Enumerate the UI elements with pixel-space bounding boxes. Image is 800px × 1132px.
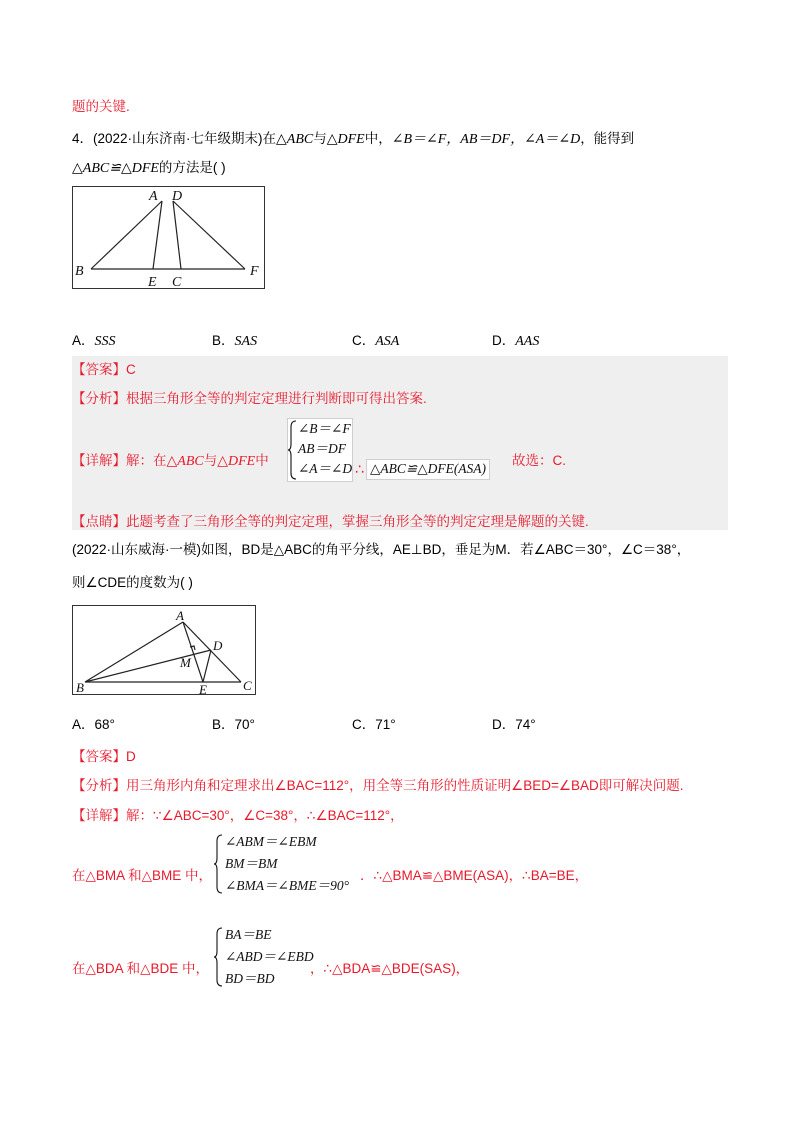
q5-answer bbox=[72, 749, 136, 766]
q5-option-d[interactable]: D．74° bbox=[492, 717, 536, 732]
q4-label-E: E bbox=[148, 275, 157, 288]
q4-label-C: C bbox=[172, 275, 182, 288]
previous-solution-tail: 题的关键. bbox=[72, 99, 130, 114]
q4-equation-system: ∠B＝∠F AB＝DF ∠A＝∠D bbox=[287, 418, 353, 482]
q4-source: (2022·山东济南·七年级期末) bbox=[93, 131, 263, 146]
q5-stem-line2: 则∠CDE的度数为( ) bbox=[72, 575, 193, 590]
answer-tag: 【答案】 bbox=[72, 749, 126, 764]
q4-figure bbox=[72, 186, 265, 289]
q5-label-D: D bbox=[213, 638, 223, 653]
q5-equation-system-2: BA＝BE ∠ABD＝∠EBD BD＝BD bbox=[214, 926, 324, 990]
brace-icon bbox=[288, 419, 298, 481]
q5-stem-line1: (2022·山东威海·一模)如图，BD是△ABC的角平分线，AE⊥BD，垂足为M．若∠ABC＝30°，∠C＝38°， bbox=[72, 542, 691, 557]
q4-label-B: B bbox=[75, 264, 84, 279]
q4-option-d[interactable]: D．AAS bbox=[492, 333, 540, 349]
answer-value: D bbox=[126, 749, 136, 764]
q5-label-E: E bbox=[199, 682, 207, 694]
answer-tag: 【答案】 bbox=[72, 362, 126, 377]
q4-label-F: F bbox=[250, 264, 259, 279]
q4-stem-line1: 4．(2022·山东济南·七年级期末)在△ABC与△DFE中，∠B＝∠F，AB＝DF，∠A＝∠D，能得到 bbox=[72, 131, 635, 147]
q4-solution-panel bbox=[72, 356, 728, 530]
q5-in-bma: 在△BMA 和△BME 中， bbox=[72, 868, 213, 883]
q5-option-b[interactable]: B．70° bbox=[212, 717, 255, 732]
q5-label-C: C bbox=[243, 678, 252, 693]
q4-option-a[interactable]: A．SSS bbox=[72, 333, 116, 349]
q4-detail-intro: 【详解】解：在△ABC与△DFE中 bbox=[72, 453, 269, 469]
q5-analysis: 【分析】用三角形内角和定理求出∠BAC=112°，用全等三角形的性质证明∠BED=∠BAD即可解决问题. bbox=[72, 778, 684, 793]
q5-option-a[interactable]: A．68° bbox=[72, 717, 115, 732]
q4-label-A: A bbox=[149, 189, 158, 204]
q4-triangle-diagram bbox=[73, 187, 264, 288]
brace-icon bbox=[214, 833, 224, 895]
detail-tag: 【详解】 bbox=[72, 453, 126, 468]
q4-choice-result: 故选：C. bbox=[512, 453, 566, 468]
q5-conclusion-1: ．∴△BMA≌△BME(ASA)，∴BA=BE， bbox=[360, 868, 589, 883]
brace-icon bbox=[214, 926, 224, 988]
q5-in-bda: 在△BDA 和△BDE 中， bbox=[72, 961, 210, 976]
detail-tag: 【详解】 bbox=[72, 808, 126, 823]
q4-label-D: D bbox=[172, 189, 183, 204]
q5-option-c[interactable]: C．71° bbox=[352, 717, 396, 732]
therefore-symbol: ∴ bbox=[355, 461, 364, 477]
q5-detail-line1: 【详解】解：∵∠ABC=30°，∠C=38°，∴∠BAC=112°， bbox=[72, 808, 404, 823]
q4-point: 【点睛】此题考查了三角形全等的判定定理，掌握三角形全等的判定定理是解题的关键. bbox=[72, 514, 589, 529]
q4-answer bbox=[72, 362, 136, 379]
q5-label-A: A bbox=[176, 608, 184, 623]
q5-equation-system-1: ∠ABM＝∠EBM BM＝BM ∠BMA＝∠BME＝90° bbox=[214, 833, 364, 897]
q5-figure bbox=[72, 605, 256, 695]
analysis-tag: 【分析】 bbox=[72, 391, 126, 406]
q5-label-M: M bbox=[180, 655, 191, 670]
point-tag: 【点睛】 bbox=[72, 514, 126, 529]
q5-triangle-diagram bbox=[73, 606, 255, 694]
q4-number: 4． bbox=[72, 131, 94, 146]
q5-conclusion-2: ，∴△BDA≌△BDE(SAS)， bbox=[310, 961, 470, 976]
q4-stem-line2: △ABC≌△DFE的方法是( ) bbox=[72, 160, 226, 176]
q5-label-B: B bbox=[76, 680, 84, 694]
answer-value: C bbox=[126, 362, 136, 377]
q4-option-c[interactable]: C．ASA bbox=[352, 333, 400, 349]
q4-analysis: 【分析】根据三角形全等的判定定理进行判断即可得出答案. bbox=[72, 391, 427, 406]
q4-conclusion: △ABC≌△DFE(ASA) bbox=[366, 459, 490, 480]
q4-option-b[interactable]: B．SAS bbox=[212, 333, 258, 349]
analysis-tag: 【分析】 bbox=[72, 778, 126, 793]
